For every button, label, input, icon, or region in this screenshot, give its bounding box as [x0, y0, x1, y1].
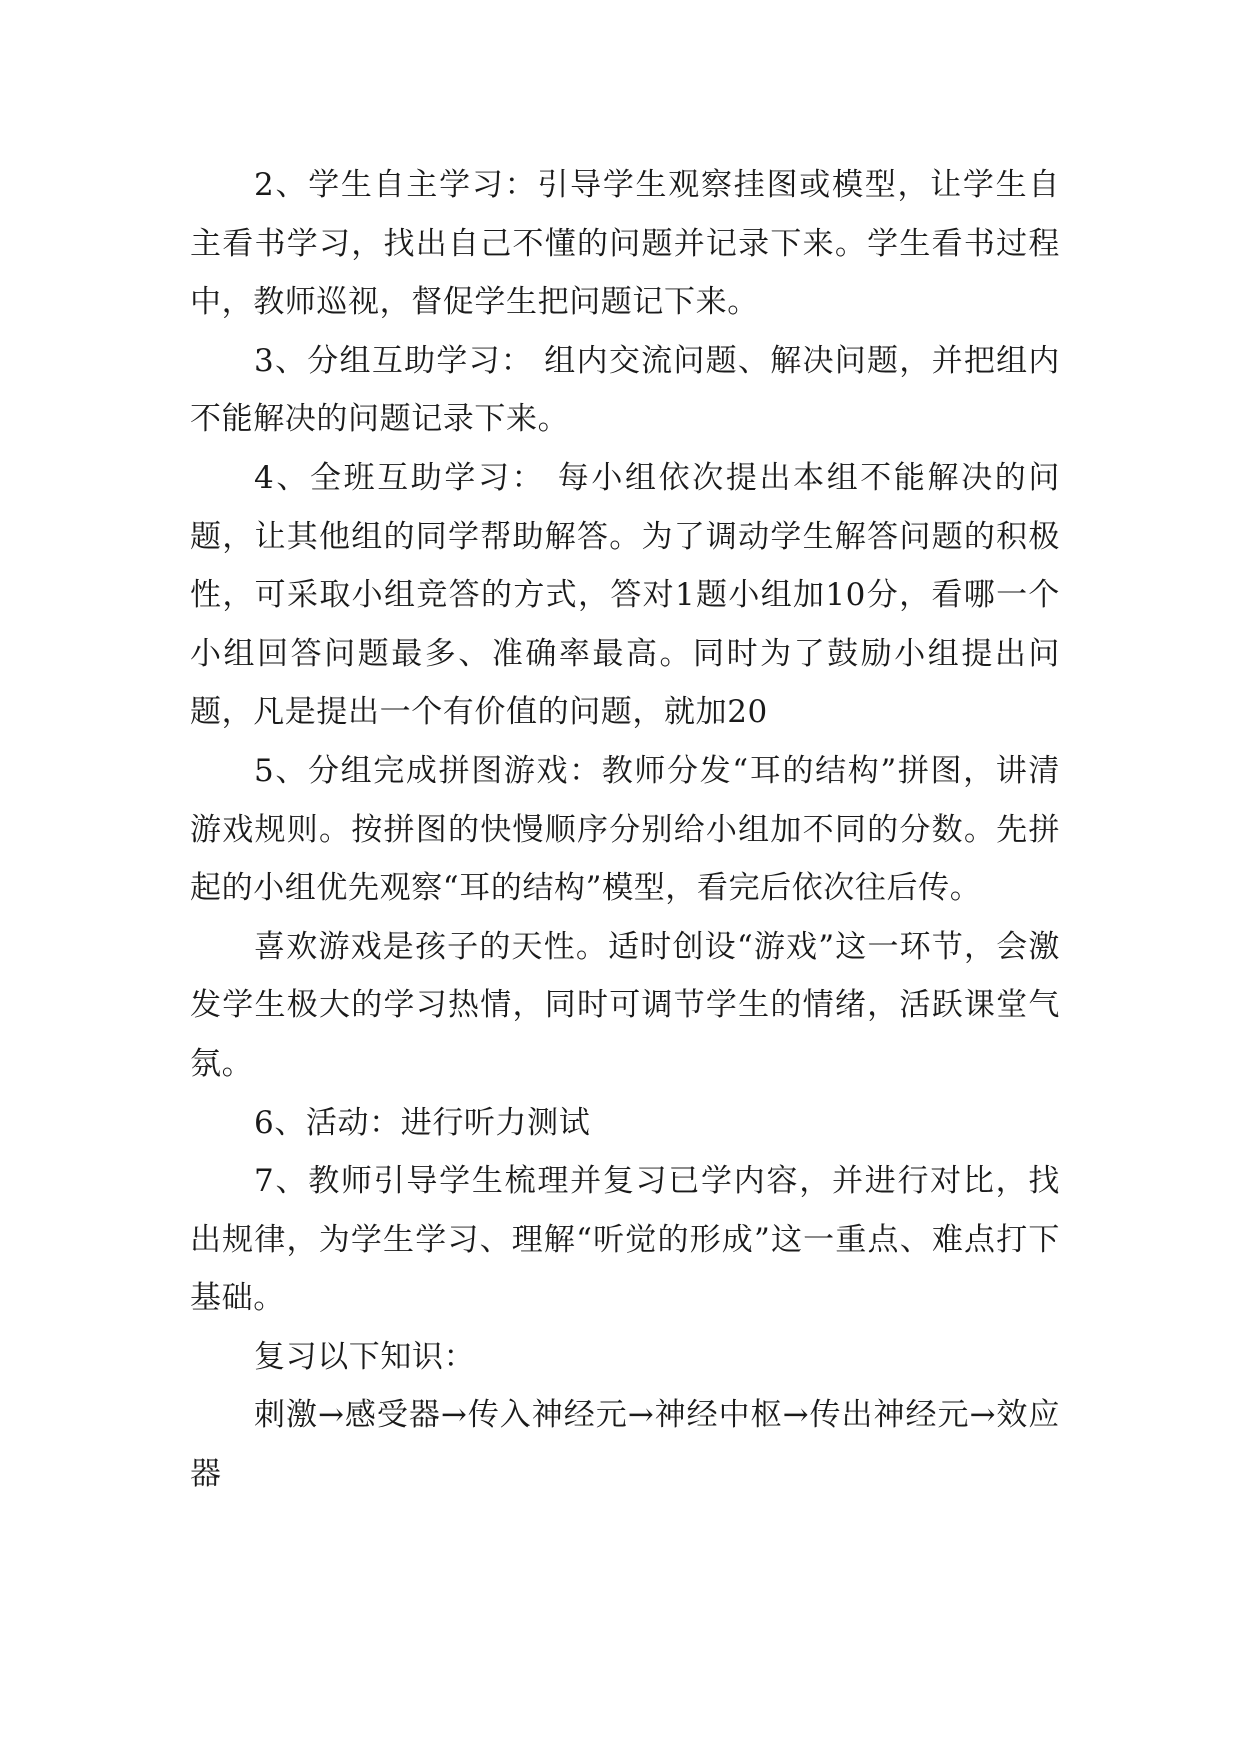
paragraph-reflex-arc: 刺激→感受器→传入神经元→神经中枢→传出神经元→效应器 [190, 1397, 1060, 1493]
document-body [190, 156, 1060, 1504]
paragraph-step-7: 7、教师引导学生梳理并复习已学内容，并进行对比，找出规律，为学生学习、理解“听觉的形成”这一重点、难点打下基础。 [190, 1163, 1060, 1317]
paragraph-step-5: 5、分组完成拼图游戏：教师分发“耳的结构”拼图，讲清游戏规则。按拼图的快慢顺序分别给小组加不同的分数。先拼起的小组优先观察“耳的结构”模型，看完后依次往后传。 [190, 752, 1060, 907]
paragraph-game-rationale: 喜欢游戏是孩子的天性。适时创设“游戏”这一环节，会激发学生极大的学习热情，同时可调节学生的情绪，活跃课堂气氛。 [190, 928, 1060, 1082]
paragraph-review-heading: 复习以下知识： [254, 1338, 476, 1375]
paragraph-step-2: 2、学生自主学习：引导学生观察挂图或模型，让学生自主看书学习，找出自己不懂的问题并记录下来。学生看书过程中，教师巡视，督促学生把问题记下来。 [190, 167, 1060, 321]
paragraph-step-4: 4、全班互助学习： 每小组依次提出本组不能解决的问题，让其他组的同学帮助解答。为了调动学生解答问题的积极性，可采取小组竞答的方式，答对1题小组加10分，看哪一个小组回答问题最多、准确率最高。同时为了鼓励小组提出问题，凡是提出一个有价值的问题，就加20 [190, 459, 1060, 731]
paragraph-step-3: 3、分组互助学习： 组内交流问题、解决问题，并把组内不能解决的问题记录下来。 [190, 342, 1060, 438]
paragraph-step-6: 6、活动：进行听力测试 [254, 1104, 591, 1141]
